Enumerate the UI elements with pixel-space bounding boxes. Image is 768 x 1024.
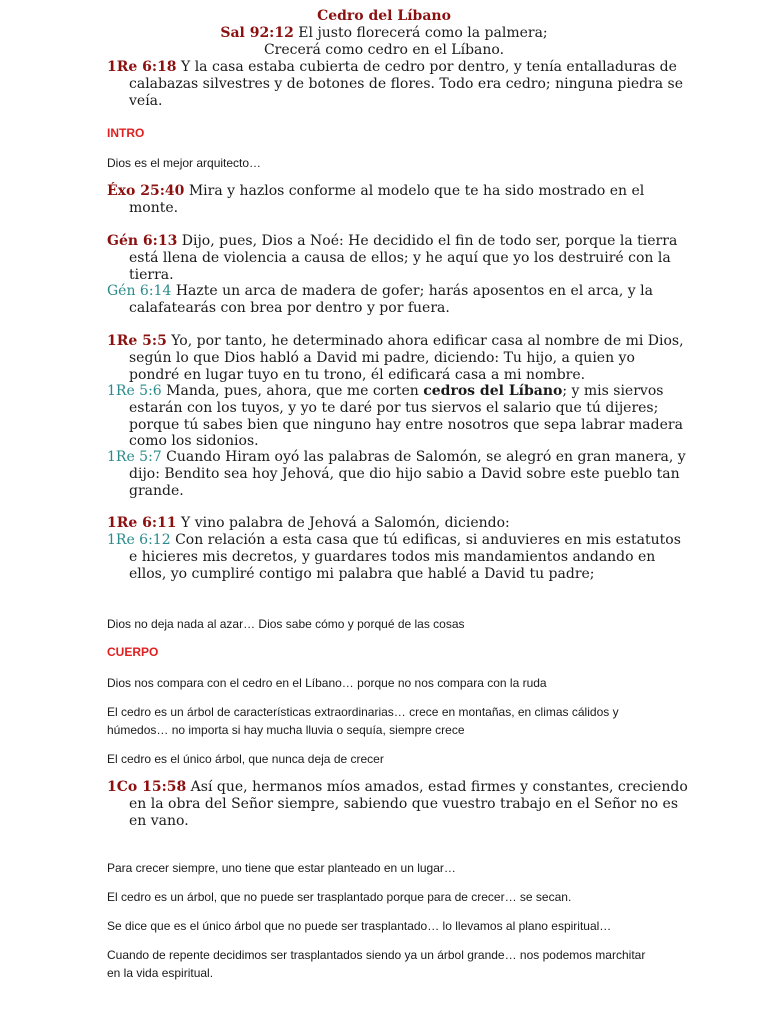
verse-exo-25-40 xyxy=(107,183,689,217)
verse-1re-6-18 xyxy=(107,59,689,109)
note-trasplantado: El cedro es un árbol, que no puede ser trasplantado porque para de crecer… se secan. xyxy=(107,890,572,904)
verse-text: Y la casa estaba cubierta de cedro por dentro, y tenía entalladuras de calabazas silvestres y de botones de flores. Todo era cedro; ninguna piedra se veía. xyxy=(129,59,684,109)
verse-ref: 1Co 15:58 xyxy=(107,779,187,795)
verse-text: Mira y hazlos conforme al modelo que te ha sido mostrado en el monte. xyxy=(129,183,645,216)
verse-1re-5-6 xyxy=(107,383,689,450)
verse-ref: 1Re 5:7 xyxy=(107,449,162,465)
verse-text: Con relación a esta casa que tú edificas, si anduvieres en mis estatutos e hicieres mis decretos, y guardares todos mis mandamientos andando en ellos, yo cumpliré contigo mi palabra que hablé a David tu padre; xyxy=(129,532,681,582)
verse-text: Cuando Hiram oyó las palabras de Salomón, se alegró en gran manera, y dijo: Bendito sea hoy Jehová, que dio hijo sabio a David sobre este pueblo tan grande. xyxy=(129,449,686,499)
note-marchitar: Cuando de repente decidimos ser trasplantados siendo ya un árbol grande… nos podemos marchitar en la vida espiritual. xyxy=(107,948,646,980)
note-espiritual: Se dice que es el único árbol que no puede ser trasplantado… lo llevamos al plano espiritual… xyxy=(107,919,612,933)
verse-gen-6-13 xyxy=(107,233,689,283)
verse-ref: Gén 6:14 xyxy=(107,283,172,299)
verse-text: Así que, hermanos míos amados, estad firmes y constantes, creciendo en la obra del Señor siempre, sabiendo que vuestro trabajo en el Señor no es en vano. xyxy=(129,779,688,829)
verse-ref: 1Re 5:6 xyxy=(107,383,162,399)
verse-text-pre: Manda, pues, ahora, que me corten xyxy=(161,383,424,399)
verse-text-post: ; y mis siervos estarán con los tuyos, y yo te daré por tus siervos el salario que tú dijeres; porque tú sabes bien que ninguno hay entre nosotros que sepa labrar madera como los sidonios. xyxy=(129,383,683,450)
verse-text: Y vino palabra de Jehová a Salomón, diciendo: xyxy=(176,515,510,531)
intro-heading: INTRO xyxy=(107,126,145,140)
verse-1re-6-11 xyxy=(107,515,689,532)
note-unico: El cedro es el único árbol, que nunca deja de crecer xyxy=(107,752,384,766)
verse-1co-15-58 xyxy=(107,779,689,829)
verse-ref: Sal 92:12 xyxy=(220,25,294,41)
verse-ref: Gén 6:13 xyxy=(107,233,178,249)
body-heading: CUERPO xyxy=(107,645,159,659)
note-planteado: Para crecer siempre, uno tiene que estar planteado en un lugar… xyxy=(107,861,456,875)
verse-ref: 1Re 6:18 xyxy=(107,59,177,75)
verse-text: Yo, por tanto, he determinado ahora edificar casa al nombre de mi Dios, según lo que Dios habló a David mi padre, diciendo: Tu hijo, a quien yo pondré en lugar tuyo en tu trono, él edificará casa a mi nombre. xyxy=(129,333,684,383)
page-title: Cedro del Líbano xyxy=(317,8,451,24)
note-compara: Dios nos compara con el cedro en el Líbano… porque no nos compara con la ruda xyxy=(107,676,547,690)
verse-ref: 1Re 6:12 xyxy=(107,532,171,548)
note-architect: Dios es el mejor arquitecto… xyxy=(107,156,262,170)
verse-sal-92-12-line2: Crecerá como cedro en el Líbano. xyxy=(263,42,505,58)
verse-ref: 1Re 5:5 xyxy=(107,333,167,349)
verse-emphasis: cedros del Líbano xyxy=(423,383,563,399)
verse-1re-5-7 xyxy=(107,449,689,499)
verse-text: Hazte un arca de madera de gofer; harás aposentos en el arca, y la calafatearás con brea por dentro y por fuera. xyxy=(129,283,653,316)
verse-1re-5-5 xyxy=(107,333,689,383)
verse-sal-92-12-line1 xyxy=(0,25,768,42)
verse-ref: 1Re 6:11 xyxy=(107,515,177,531)
verse-gen-6-14 xyxy=(107,283,689,317)
verse-text: El justo florecerá como la palmera; xyxy=(293,25,548,41)
note-azar: Dios no deja nada al azar… Dios sabe cómo y porqué de las cosas xyxy=(107,617,465,631)
note-arbol: El cedro es un árbol de características extraordinarias… crece en montañas, en climas cálidos y húmedos… no importa si hay mucha lluvia o sequía, siempre crece xyxy=(107,705,619,737)
verse-ref: Éxo 25:40 xyxy=(107,183,185,199)
verse-1re-6-12 xyxy=(107,532,689,582)
verse-text: Dijo, pues, Dios a Noé: He decidido el fin de todo ser, porque la tierra está llena de violencia a causa de ellos; y he aquí que yo los destruiré con la tierra. xyxy=(129,233,678,283)
